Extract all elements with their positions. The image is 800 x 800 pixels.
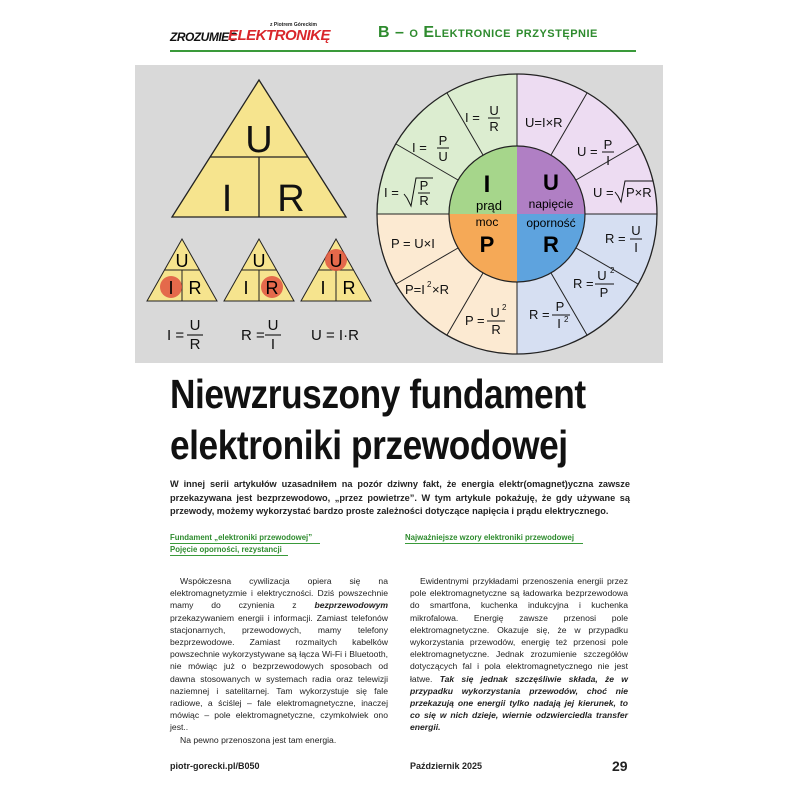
r-u-i-num: U bbox=[631, 223, 641, 238]
r-u2-p-lhs: R = bbox=[573, 276, 594, 291]
page-number: 29 bbox=[612, 758, 628, 774]
col1-p1-emphasis: bezprzewodowym bbox=[314, 600, 388, 611]
r-u2-p-den: P bbox=[599, 285, 609, 300]
logo-word-1: ZROZUMIEĆ bbox=[170, 30, 237, 44]
formula1-num: U bbox=[189, 317, 201, 334]
logo-subtitle: z Piotrem Góreckim bbox=[270, 22, 317, 28]
p-i2r-exp: 2 bbox=[427, 280, 432, 289]
u-p-i-num: P bbox=[603, 137, 613, 152]
p-u2-r-exp: 2 bbox=[502, 303, 507, 312]
big-tri-R: R bbox=[277, 178, 305, 220]
big-ohm-triangle bbox=[172, 80, 346, 220]
ohm-power-wheel bbox=[377, 74, 657, 354]
tri3-R: R bbox=[342, 278, 356, 298]
topic-tag-1b: Pojęcie oporności, rezystancji bbox=[170, 545, 282, 554]
magazine-logo bbox=[170, 22, 340, 48]
article-lead: W innej serii artykułów uzasadniłem na pozór dziwny fakt, że energia elektr(omagnet)yczna zawsze przekazywana jest bezprzewodowo, „przez powietrze”. W tym artykule pokażuję, że gdy używane są przewody, możemy wykorzystać bardzo proste zależności dotyczące napięcia i prądu elektrycznego. bbox=[170, 479, 630, 516]
u-p-i-den: I bbox=[606, 153, 610, 168]
tri1-U: U bbox=[175, 251, 189, 271]
u-sqrt-lhs: U = bbox=[593, 185, 614, 200]
tri1-I: I bbox=[168, 278, 174, 298]
center-U-letter: U bbox=[543, 170, 559, 195]
col1-p1-text-a: Współczesna cywilizacja opiera się na elektromagnetyzmie i elektryczności. Dziś powszechnie mamy do czynienia z bbox=[170, 576, 388, 611]
tag-rule-2 bbox=[405, 543, 583, 544]
p-i2r-base: P=I bbox=[405, 282, 425, 297]
col1-p1-text-c: przekazywaniem energii i informacji. Zamiast telefonów stacjonarnych, przewodowych, mamy telefony bezprzewodowe. Zamiast rozmaitych kabelków powszechnie wykorzystywane są łącza Wi-Fi i Bluetooth, nie mówiąc już o bezprzewodowych sposobach od dawna stosowanych w systemach radia oraz telewizji naziemnej i satelitarnej. Tam wykorzystuje się fale radiowe, a ściślej – fale elektromagnetyczne, inaczej mówiąc – pole elektromagnetyczne, czymkolwiek ono jest.. bbox=[170, 612, 388, 733]
footer-issue: Październik 2025 bbox=[410, 761, 483, 771]
i-p-u-den: U bbox=[438, 149, 448, 164]
small-triangle-r bbox=[224, 239, 294, 301]
small-triangle-i bbox=[147, 239, 217, 301]
p-u2-r-den: R bbox=[491, 322, 501, 337]
i-u-r-den: R bbox=[489, 119, 499, 134]
body-column-1 bbox=[170, 575, 388, 746]
center-R-letter: R bbox=[543, 232, 559, 257]
logo-word-2: ELEKTRONIKĘ bbox=[228, 27, 331, 44]
i-sqrt-lhs: I = bbox=[384, 185, 399, 200]
col1-paragraph-2: Na pewno przenoszona jest tam energia. bbox=[180, 734, 337, 745]
small-triangle-u bbox=[301, 239, 371, 301]
i-p-u-lhs: I = bbox=[412, 140, 427, 155]
topic-tag-2: Najważniejsze wzory elektroniki przewodowej bbox=[405, 533, 574, 542]
footer-url: piotr-gorecki.pl/B050 bbox=[170, 761, 260, 771]
r-p-i2-num: P bbox=[555, 299, 565, 314]
col2-p1-text: Ewidentnymi przykładami przenoszenia energii przez pole elektromagnetyczne są ładowarka bezprzewodowa do smartfona, kuchenka indukcyjna i kuchenka mikrofalowa. Energię zawsze przenosi pole elektromagnetyczne. Okazuje się, że w przypadku wykorzystania przewodów, energię też przenosi pole elektromagnetyczne. Jednak zrozumienie szczegółów dotyczących fal i pola elektromagnetycznego nie jest łatwe. bbox=[410, 576, 628, 684]
center-U-word: napięcie bbox=[528, 197, 574, 211]
i-sqrt-num: P bbox=[419, 178, 429, 193]
center-I-letter: I bbox=[483, 171, 491, 198]
col1-paragraph-1 bbox=[170, 575, 388, 734]
col2-p1-emphasis: Tak się jednak szczęśliwie składa, że w przypadku wykorzystania przewodów, choć nie przekazują one energii tylko nadają jej kierunek, to co się w nich dzieje, wiernie odzwierciedla transfer energii. bbox=[410, 673, 628, 733]
i-p-u-num: P bbox=[438, 133, 448, 148]
r-u2-p-exp: 2 bbox=[610, 266, 615, 275]
p-ui: P = U×I bbox=[391, 236, 435, 251]
center-P-word: moc bbox=[475, 215, 499, 229]
ohm-law-figure bbox=[135, 65, 663, 363]
article-title-line-1: Niewzruszony fundament bbox=[170, 371, 586, 417]
header-rule bbox=[170, 50, 636, 52]
formula2-den: I bbox=[270, 336, 276, 353]
figure-svg bbox=[135, 65, 663, 363]
tri3-U: U bbox=[329, 251, 343, 271]
i-sqrt-den: R bbox=[419, 193, 429, 208]
formula1-left: I = bbox=[167, 327, 185, 344]
formula2-left: R = bbox=[241, 327, 265, 344]
tri3-I: I bbox=[320, 278, 326, 298]
u-ir: U=I×R bbox=[525, 115, 563, 130]
p-u2-r-num: U bbox=[490, 305, 500, 320]
p-i2r-tail: ×R bbox=[432, 282, 449, 297]
center-R-word: oporność bbox=[526, 216, 576, 230]
col2-paragraph-1 bbox=[410, 575, 628, 734]
formula1-den: R bbox=[189, 336, 201, 353]
small-formulas bbox=[167, 317, 359, 353]
tag-rule-1b bbox=[170, 555, 288, 556]
center-I-word: prąd bbox=[475, 198, 503, 213]
r-u-i-lhs: R = bbox=[605, 231, 626, 246]
series-title: B – o Elektronice przystępnie bbox=[378, 24, 598, 41]
r-u-i-den: I bbox=[634, 240, 638, 255]
u-sqrt-rhs: P×R bbox=[626, 185, 652, 200]
tri1-R: R bbox=[188, 278, 202, 298]
u-p-i-lhs: U = bbox=[577, 144, 598, 159]
r-p-i2-den: I bbox=[557, 316, 561, 331]
tri2-I: I bbox=[243, 278, 249, 298]
tri2-U: U bbox=[252, 251, 266, 271]
center-P-letter: P bbox=[479, 232, 495, 257]
article-title-line-2: elektroniki przewodowej bbox=[170, 422, 568, 468]
big-tri-I: I bbox=[221, 178, 233, 220]
p-u2-r-lhs: P = bbox=[465, 313, 485, 328]
r-p-i2-lhs: R = bbox=[529, 307, 550, 322]
big-tri-U: U bbox=[245, 119, 273, 161]
r-p-i2-exp: 2 bbox=[564, 315, 569, 324]
topic-tag-1a: Fundament „elektroniki przewodowej” bbox=[170, 533, 313, 542]
body-column-2 bbox=[410, 575, 628, 734]
i-u-r-lhs: I = bbox=[465, 110, 480, 125]
tri2-R: R bbox=[265, 278, 279, 298]
i-u-r-num: U bbox=[489, 103, 499, 118]
r-u2-p-num: U bbox=[597, 268, 607, 283]
formula2-num: U bbox=[267, 317, 279, 334]
formula3: U = I·R bbox=[311, 327, 359, 344]
